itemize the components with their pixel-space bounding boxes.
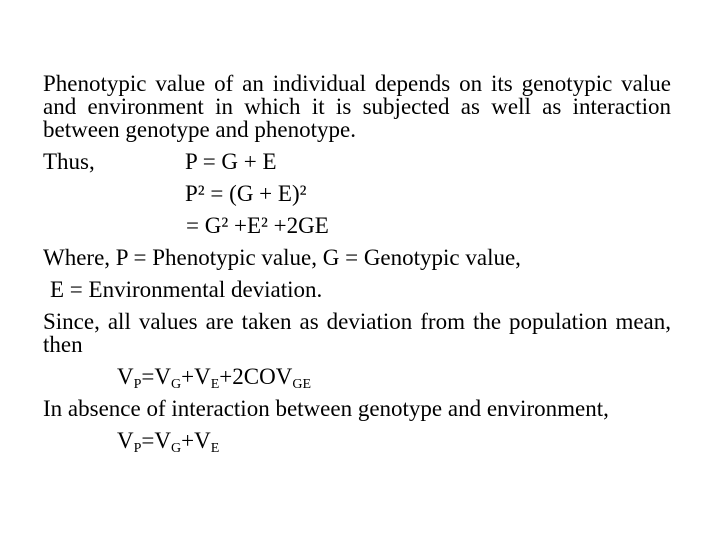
variance-formula-with-covariance xyxy=(43,364,671,392)
formula-term: +V xyxy=(181,428,211,453)
where-line xyxy=(43,246,671,269)
since-paragraph: Since, all values are taken as deviation from the population mean, then xyxy=(43,309,671,357)
formula-term: =V xyxy=(141,364,172,389)
formula-subscript: G xyxy=(171,441,182,456)
environment-definition: E = Environmental deviation. xyxy=(50,277,323,302)
equation-p-equals-g-plus-e: P = G + E xyxy=(185,149,277,174)
formula-subscript: E xyxy=(210,377,220,392)
absence-text: In absence of interaction between genotype and environment, xyxy=(43,396,609,421)
formula-term: +V xyxy=(181,364,211,389)
equation-line-1 xyxy=(43,150,671,173)
intro-paragraph: Phenotypic value of an individual depends on its genotypic value and environment in which it is subjected as well as interaction between genotype and phenotype. xyxy=(43,71,671,142)
variance-formula-simple xyxy=(43,428,671,456)
formula-term: V xyxy=(117,364,134,389)
formula-subscript: P xyxy=(133,377,142,392)
where-definitions: Where, P = Phenotypic value, G = Genotypic value, xyxy=(43,245,521,270)
thus-label: Thus, xyxy=(43,149,95,174)
equation-line-2 xyxy=(43,182,671,205)
formula-subscript: G xyxy=(171,377,182,392)
slide-body xyxy=(43,71,671,456)
equation-p-squared: P² = (G + E)² xyxy=(185,181,307,206)
formula-term: V xyxy=(117,428,134,453)
formula-subscript: P xyxy=(133,441,142,456)
environment-line xyxy=(43,278,671,301)
formula-subscript: GE xyxy=(292,377,312,392)
absence-line xyxy=(43,397,671,420)
equation-expanded: = G² +E² +2GE xyxy=(186,213,329,238)
equation-line-3 xyxy=(43,214,671,237)
formula-subscript: E xyxy=(210,441,220,456)
formula-term: =V xyxy=(141,428,172,453)
formula-term: +2COV xyxy=(219,364,293,389)
